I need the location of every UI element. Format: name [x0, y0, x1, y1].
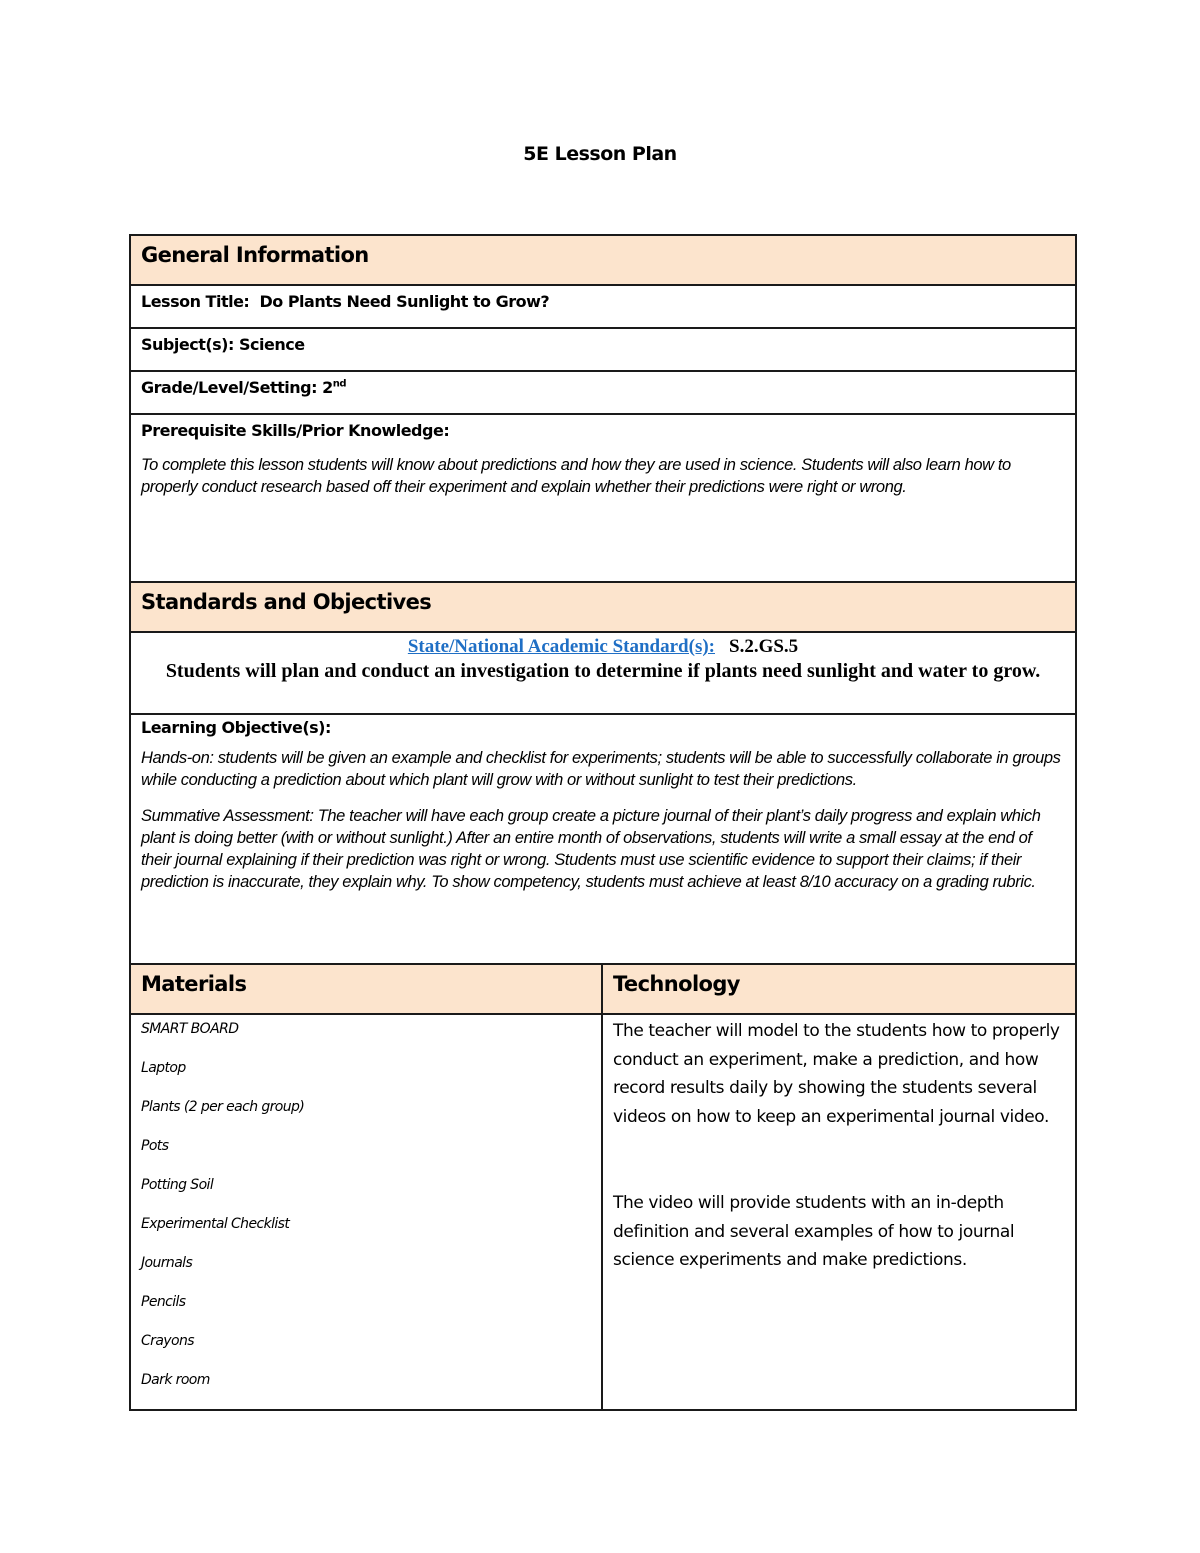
material-item: Potting Soil	[141, 1177, 214, 1193]
grade-value: 2	[322, 378, 333, 397]
technology-paragraph-2: The video will provide students with an in-depth definition and several examples of how to journal science experiments and make predictions.	[613, 1193, 1015, 1270]
grade-label: Grade/Level/Setting:	[141, 378, 318, 397]
general-information-header-cell	[130, 235, 1076, 285]
prerequisite-row	[130, 414, 1076, 582]
standards-objectives-heading: Standards and Objectives	[141, 590, 432, 614]
lesson-title	[141, 286, 1065, 311]
learning-objectives-row	[130, 714, 1076, 964]
standard-row	[130, 632, 1076, 714]
academic-standard-link[interactable]: State/National Academic Standard(s):	[407, 636, 715, 657]
standard-code: S.2.GS.5	[729, 636, 799, 657]
materials-cell	[130, 1014, 602, 1410]
standard-description: Students will plan and conduct an investigation to determine if plants need sunlight and water to grow.	[165, 660, 1041, 682]
materials-technology-header-row	[130, 964, 1076, 1014]
lesson-plan-table	[129, 234, 1077, 1411]
lesson-title-value: Do Plants Need Sunlight to Grow?	[259, 292, 550, 311]
subjects	[141, 329, 1065, 354]
technology-cell	[602, 1014, 1076, 1410]
general-information-header-row	[130, 235, 1076, 285]
prerequisite-label: Prerequisite Skills/Prior Knowledge:	[141, 421, 450, 440]
materials-heading: Materials	[141, 972, 247, 996]
technology-heading: Technology	[613, 972, 740, 996]
lesson-title-row	[130, 285, 1076, 328]
material-item: SMART BOARD	[141, 1021, 239, 1037]
material-item: Journals	[141, 1255, 193, 1271]
material-item: Crayons	[141, 1333, 194, 1349]
materials-list	[141, 1015, 591, 1409]
grade-level-setting	[141, 372, 1065, 397]
technology-paragraph-1: The teacher will model to the students how to properly conduct an experiment, make a prediction, and how record results daily by showing the students several videos on how to keep an experimental journal video.	[613, 1021, 1060, 1127]
subjects-label: Subject(s):	[141, 335, 234, 354]
hands-on-objective: Hands-on: students will be given an example and checklist for experiments; students will be able to successfully collaborate in groups while conducting a prediction about which plant will grow with or without sunlight to test their predictions.	[141, 749, 1061, 789]
learning-objectives-label: Learning Objective(s):	[141, 718, 331, 737]
material-item: Laptop	[141, 1060, 186, 1076]
grade-suffix: nd	[332, 378, 347, 390]
subjects-row	[130, 328, 1076, 371]
summative-assessment: Summative Assessment: The teacher will have each group create a picture journal of their plant’s daily progress and explain which plant is doing better (with or without sunlight.) After an entire month of observations, students will write a small essay at the end of their journal explaining if their prediction was right or wrong. Students must use scientific evidence to support their claims; if their prediction is inaccurate, they explain why. To show competency, students must achieve at least 8/10 accuracy on a grading rubric.	[141, 807, 1041, 891]
material-item: Experimental Checklist	[141, 1216, 290, 1232]
material-item: Plants (2 per each group)	[141, 1099, 305, 1115]
subjects-value: Science	[238, 335, 305, 354]
materials-technology-row	[130, 1014, 1076, 1410]
material-item: Dark room	[141, 1372, 210, 1388]
standard-line	[141, 633, 1065, 658]
lesson-title-label: Lesson Title:	[141, 292, 250, 311]
grade-row	[130, 371, 1076, 414]
standards-header-row	[130, 582, 1076, 632]
general-information-heading: General Information	[141, 243, 369, 267]
page-title: 5E Lesson Plan	[523, 143, 677, 165]
prerequisite-text: To complete this lesson students will know about predictions and how they are used in science. Students will also learn how to properly conduct research based off their experiment and explain whether their predictions were right or wrong.	[141, 456, 1011, 496]
material-item: Pots	[141, 1138, 169, 1154]
material-item: Pencils	[141, 1294, 186, 1310]
